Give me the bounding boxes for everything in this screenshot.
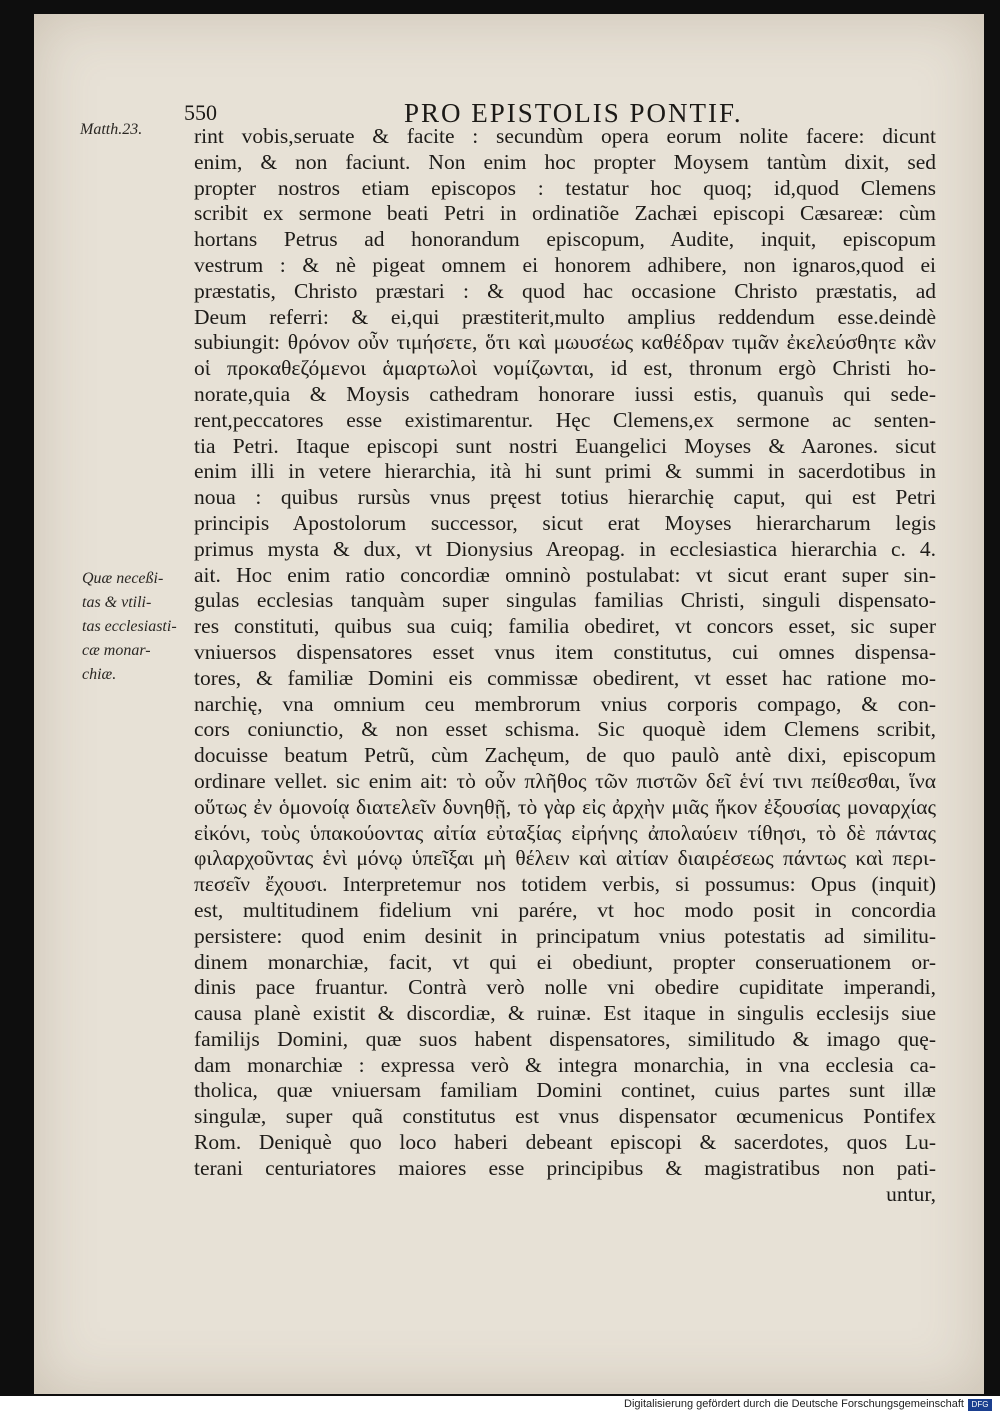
text-line: vestrum : & nè pigeat omnem ei honorem adhibere, non ignaros,quod ei xyxy=(194,252,936,277)
margin-gloss-line: chiæ. xyxy=(82,666,117,683)
text-line: scribit ex sermone beati Petri in ordinatiõe Zachæi episcopi Cæsareæ: cùm xyxy=(194,201,936,226)
text-line: εἰκόνι, τοὺς ὑπακούοντας αἰτία εὐταξίας εἰρήνης ἀπολαύειν τίθησι, τὸ δὲ πάντας xyxy=(194,820,936,845)
text-line: rint vobis,seruate & facite : secundùm opera eorum nolite facere: dicunt xyxy=(194,124,936,148)
text-line: Rom. Deniquè quo loco haberi debeant episcopi & sacerdotes, quos Lu- xyxy=(194,1130,936,1155)
margin-reference: Matth.23. xyxy=(80,121,143,138)
text-line: subiungit: θρόνον οὖν τιμήσετε, ὅτι καὶ μωυσέως καθέδραν τιμᾶν ἐκελεύσθητε κἂν xyxy=(194,330,936,355)
digitization-footer xyxy=(0,1396,1000,1414)
text-line: untur, xyxy=(886,1181,936,1206)
text-line: narchię, vna omnium ceu membrorum vnius corporis compago, & con- xyxy=(194,691,936,716)
text-line: persistere: quod enim desinit in principatum vnius potestatis ad similitu- xyxy=(194,923,936,948)
dfg-logo: DFG xyxy=(968,1399,992,1411)
text-line: præstatis, Christo præstari : & quod hac occasione Christo præstatis, ad xyxy=(194,278,936,303)
text-line: cors coniunctio, & non esset schisma. Sic quoquè idem Clemens scribit, xyxy=(194,717,936,742)
text-line: terani centuriatores maiores esse principibus & magistratibus non pati- xyxy=(194,1155,936,1180)
text-line: enim, & non faciunt. Non enim hoc propter Moysem tantùm dixit, sed xyxy=(194,149,936,174)
text-line: πεσεῖν ἔχουσι. Interpretemur nos totidem verbis, si possumus: Opus (inquit) xyxy=(194,872,936,897)
text-line: propter nostros etiam episcopos : testatur hoc quoq; id,quod Clemens xyxy=(194,175,936,200)
text-line: dinis pace fruantur. Contrà verò nolle vni obedire cupiditate imperandi, xyxy=(194,975,936,1000)
text-line: primus mysta & dux, vt Dionysius Areopag. in ecclesiastica hierarchia c. 4. xyxy=(194,536,936,561)
margin-gloss-line: tas ecclesiasti- xyxy=(82,618,177,635)
text-line: φιλαρχοῦντας ἑνὶ μόνῳ ὑπεῖξαι μὴ θέλειν καὶ αἰτίαν διαιρέσεως πάντως καὶ περι- xyxy=(194,846,936,871)
text-line: noua : quibus rursùs vnus pręest totius hierarchię caput, qui est Petri xyxy=(194,485,936,510)
page-number: 550 xyxy=(184,100,217,125)
text-line: tholica, quæ vniuersam familiam Domini continet, cuius partes sunt illæ xyxy=(194,1078,936,1103)
text-line: res constituti, quibus sua cuiq; familia obediret, vt concors esset, sic super xyxy=(194,614,936,639)
text-line: hortans Petrus ad honorandum episcopum, Audite, inquit, episcopum xyxy=(194,227,936,252)
text-line: tia Petri. Itaque episcopi sunt nostri Euangelici Moyses & Aarones. sicut xyxy=(194,433,936,458)
text-line: οἱ προκαθεζόμενοι ἁμαρτωλοὶ νομίζωνται, id est, thronum ergò Christi ho- xyxy=(194,356,936,381)
text-line: docuisse beatum Petrũ, cùm Zachęum, de quo paulò antè dixi, episcopum xyxy=(194,743,936,768)
text-line: est, multitudinem fidelium vni parére, vt hoc modo posit in concordia xyxy=(194,897,936,922)
text-line: οὕτως ἐν ὁμονοίᾳ διατελεῖν δυνηθῇ, τὸ γὰρ εἰς ἀρχὴν μιᾶς ἥκον ἐξουσίας μοναρχίας xyxy=(194,794,936,819)
text-line: dinem monarchiæ, facit, vt qui ei obediunt, propter conseruationem or- xyxy=(194,949,936,974)
text-line: causa planè existit & discordiæ, & ruinæ. Est itaque in singulis ecclesijs siue xyxy=(194,1001,936,1026)
text-line: rent,peccatores esse existimarentur. Hęc Clemens,ex sermone ac senten- xyxy=(194,407,936,432)
margin-gloss xyxy=(82,567,192,687)
text-line: enim illi in vetere hierarchia, ità hi sunt primi & summi in sacerdotibus in xyxy=(194,459,936,484)
text-line: gulas ecclesias tanquàm super singulas familias Christi, singuli dispensato- xyxy=(194,588,936,613)
margin-gloss-line: tas & vtili- xyxy=(82,594,152,611)
text-line: principis Apostolorum successor, sicut erat Moyses hierarcharum legis xyxy=(194,510,936,535)
margin-gloss-line: cæ monar- xyxy=(82,642,151,659)
text-line: norate,quia & Moysis cathedram honorare iussi estis, quanuìs qui sede- xyxy=(194,381,936,406)
body-text xyxy=(194,124,936,1207)
text-line: ordinare vellet. sic enim ait: τὸ οὖν πλῆθος τῶν πιστῶν δεῖ ἑνί τινι πείθεσθαι, ἵνα xyxy=(194,768,936,793)
text-line: familijs Domini, quæ suos habent dispensatores, similitudo & imago quę- xyxy=(194,1026,936,1051)
running-title: PRO EPISTOLIS PONTIF. xyxy=(404,98,743,128)
text-line: ait. Hoc enim ratio concordiæ omninò postulabat: vt sicut erant super sin- xyxy=(194,562,936,587)
footer-credit: Digitalisierung gefördert durch die Deutsche Forschungsgemeinschaft xyxy=(624,1398,964,1410)
text-line: singulæ, super quã constitutus est vnus dispensator œcumenicus Pontifex xyxy=(194,1104,936,1129)
text-line: vniuersos dispensatores esset vnus item constitutus, cui omnes dispensa- xyxy=(194,639,936,664)
text-line: Deum referri: & ei,qui præstiterit,multo amplius reddendum esse.deindè xyxy=(194,304,936,329)
text-line: tores, & familiæ Domini eis commissæ obedirent, vt esset hac ratione mo- xyxy=(194,665,936,690)
margin-gloss-line: Quæ neceßi- xyxy=(82,570,164,587)
text-line: dam monarchiæ : expressa verò & integra monarchia, in vna ecclesia ca- xyxy=(194,1052,936,1077)
